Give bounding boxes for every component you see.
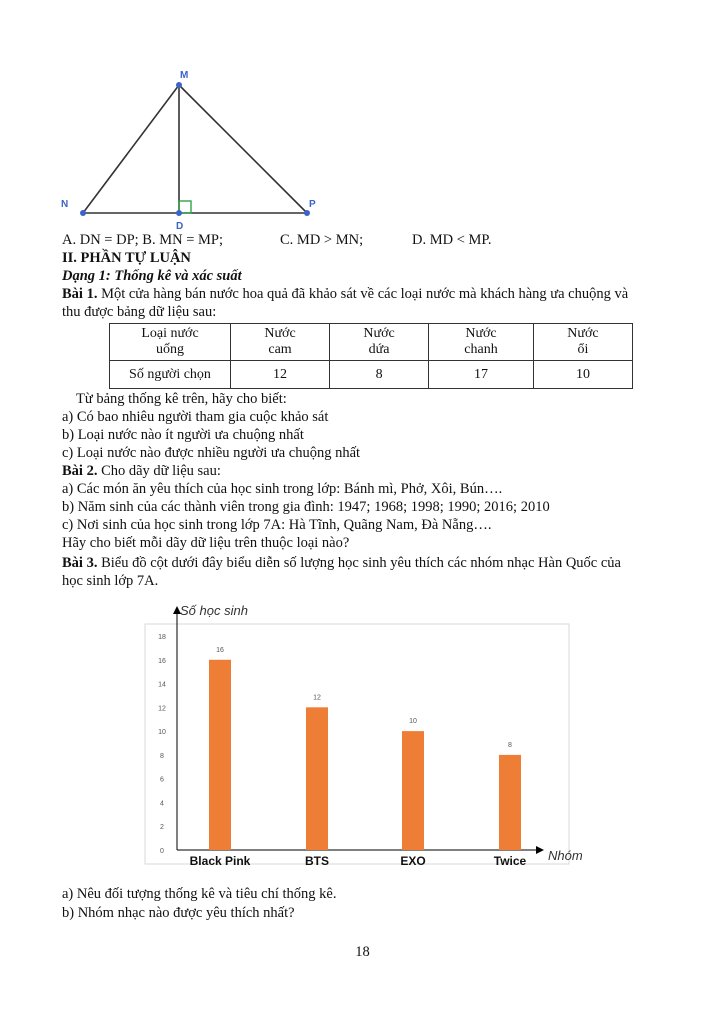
answer-choices [62,232,492,249]
table-cell [231,324,330,361]
triangle-figure [55,65,335,230]
label-d: D [176,221,184,230]
bai2-line [62,463,221,480]
bai2-label: Bài 2. [62,463,98,479]
y-tick-label: 4 [160,800,164,808]
choice-ab: A. DN = DP; B. MN = MP; [62,232,223,248]
bai2-question-c: c) Nơi sinh của học sinh trong lớp 7A: Hà Tĩnh, Quãng Nam, Đà Nẵng…. [62,517,492,533]
point-n [80,210,86,216]
section-title: II. PHẦN TỰ LUẬN [62,250,191,266]
bai1-text1: Một cửa hàng bán nước hoa quả đã khảo sát về các loại nước mà khách hàng ưa chuộng và [97,286,629,302]
col-line-b: dứa [368,342,390,357]
y-axis-label: Số học sinh [180,603,248,618]
data-label: 10 [409,718,417,726]
col-line-b: cam [268,342,292,357]
x-axis-arrow-icon [536,846,544,854]
y-tick-label: 14 [158,681,166,689]
col-line-b: ổi [577,342,589,357]
x-axis-label: Nhóm [548,848,583,863]
bai2-text: Cho dãy dữ liệu sau: [97,463,221,479]
category-label: BTS [305,854,329,868]
bai3-label: Bài 3. [62,555,98,571]
y-tick-label: 0 [160,848,164,855]
survey-table [109,323,633,389]
col-line-b: chanh [464,342,498,357]
bar-bts [306,707,328,850]
bai3-line2: học sinh lớp 7A. [62,573,159,589]
bar-exo [402,731,424,850]
bai1-question-b: b) Loại nước nào ít người ưa chuộng nhất [62,427,304,443]
y-ticks [158,634,166,855]
label-m: M [180,70,189,81]
y-tick-label: 16 [158,657,166,665]
table-header-cell [110,324,231,361]
data-label: 12 [313,694,321,702]
table-row [110,324,633,361]
choice-d: D. MD < MP. [412,232,492,248]
bar-twice [499,755,521,850]
category-label: Black Pink [189,854,251,868]
choice-c: C. MD > MN; [280,232,364,248]
table-cell [429,324,534,361]
point-p [304,210,310,216]
header-line-a: Loại nước [141,326,199,341]
page-number: 18 [355,944,370,960]
bai3-text1: Biểu đồ cột dưới đây biểu diễn số lượng học sinh yêu thích các nhóm nhạc Hàn Quốc của [97,555,621,571]
table-cell: 12 [231,361,330,389]
table-cell [533,324,632,361]
point-m [176,82,182,88]
table-cell: 8 [330,361,429,389]
dang1-heading: Dạng 1: Thống kê và xác suất [62,268,242,284]
bars [190,647,527,868]
y-tick-label: 8 [160,752,164,760]
y-tick-label: 10 [158,729,166,737]
bai3-question-a: a) Nêu đối tượng thống kê và tiêu chí thống kê. [62,886,337,902]
table-cell: 17 [429,361,534,389]
col-line-a: Nước [567,326,599,341]
label-p: P [309,199,316,210]
table-cell [330,324,429,361]
bai1-question-a: a) Có bao nhiêu người tham gia cuộc khảo sát [62,409,329,425]
y-tick-label: 12 [158,705,166,713]
header-line-b: uống [156,342,184,357]
bar-black-pink [209,660,231,850]
bai1-line1 [62,286,628,303]
label-n: N [61,199,69,210]
category-label: Twice [493,854,527,868]
bai1-intro: Từ bảng thống kê trên, hãy cho biết: [76,391,287,407]
data-label: 8 [508,741,512,749]
y-tick-label: 18 [158,634,166,641]
bai1-question-c: c) Loại nước nào được nhiều người ưa chuộng nhất [62,445,361,461]
bai3-line1 [62,555,621,572]
segment-mp [179,85,307,213]
table-cell: 10 [533,361,632,389]
bai3-question-b: b) Nhóm nhạc nào được yêu thích nhất? [62,905,295,921]
table-header-cell: Số người chọn [110,361,231,389]
y-tick-label: 6 [160,776,164,784]
bai2-question-a: a) Các món ăn yêu thích của học sinh trong lớp: Bánh mì, Phở, Xôi, Bún…. [62,481,503,497]
data-label: 16 [216,646,224,654]
bai1-label: Bài 1. [62,286,98,302]
segment-mn [83,85,179,213]
bai2-question: Hãy cho biết mỗi dãy dữ liệu trên thuộc loại nào? [62,535,350,551]
bar-chart [140,600,590,875]
category-label: EXO [400,854,426,868]
y-tick-label: 2 [160,824,164,832]
point-d [176,210,182,216]
bai2-question-b: b) Năm sinh của các thành viên trong gia đình: 1947; 1968; 1998; 1990; 2016; 2010 [62,499,550,515]
col-line-a: Nước [465,326,497,341]
bai1-line2: thu được bảng dữ liệu sau: [62,304,217,320]
col-line-a: Nước [363,326,395,341]
col-line-a: Nước [264,326,296,341]
table-row [110,361,633,389]
